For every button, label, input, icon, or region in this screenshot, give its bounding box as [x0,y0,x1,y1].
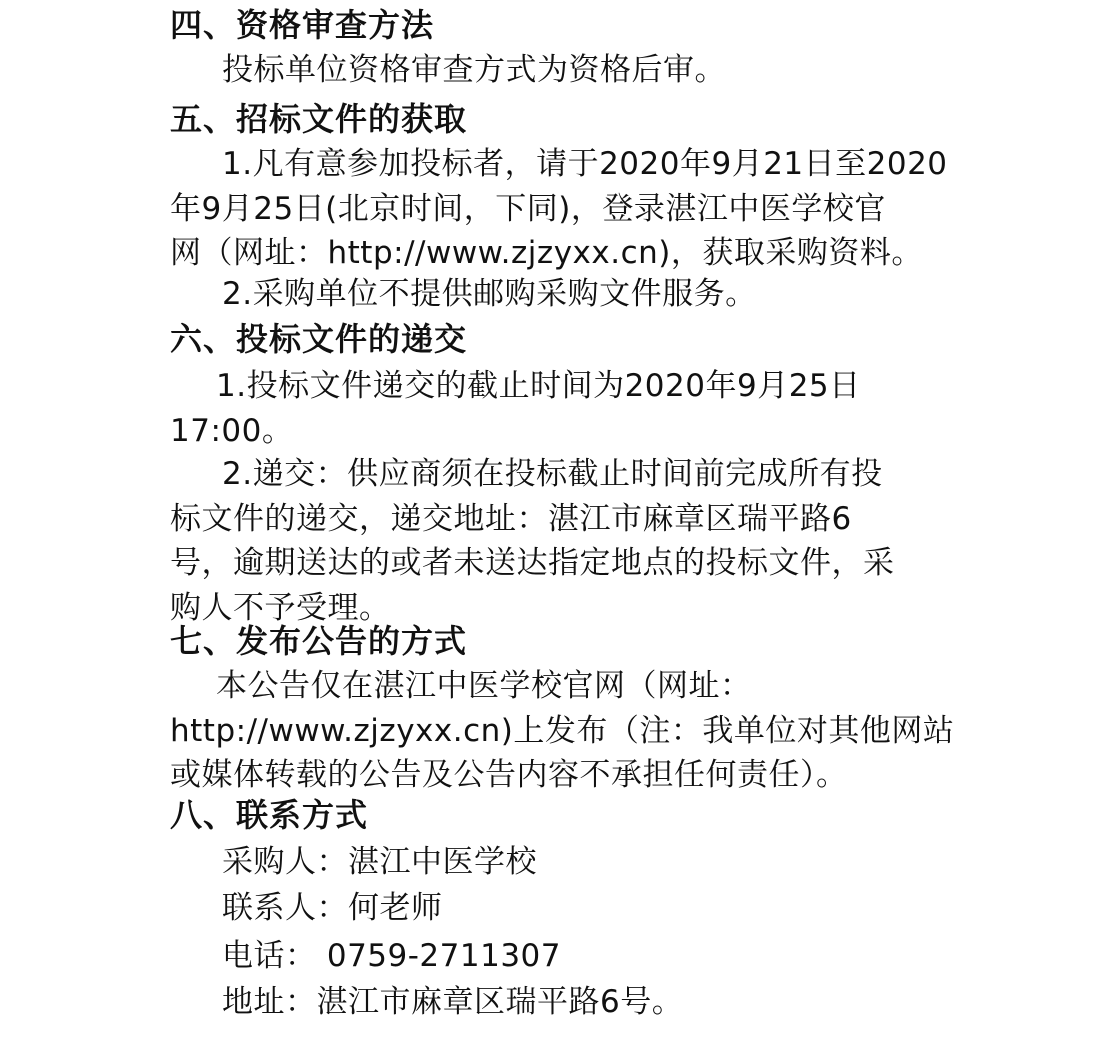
paragraph-line: 购人不予受理。 [170,589,391,626]
paragraph-line: 2.递交：供应商须在投标截止时间前完成所有投 [222,456,883,492]
contact-address [170,980,960,1025]
paragraph-line: 联系人：何老师 [222,890,443,926]
paragraph-line: 网（网址：http://www.zjzyxx.cn)，获取采购资料。 [170,235,923,271]
section-heading-4: 四、资格审查方法 [170,6,435,44]
section-4-body [170,48,960,93]
paragraph-line: 17:00。 [170,412,294,449]
paragraph-line: 1.投标文件递交的截止时间为2020年9月25日 [216,368,861,404]
section-5-item-1 [170,142,960,276]
paragraph-line: http://www.zjzyxx.cn)上发布（注：我单位对其他网站 [170,712,955,749]
contact-purchaser [170,840,960,885]
paragraph-line: 标文件的递交，递交地址：湛江市麻章区瑞平路6 [170,500,852,537]
contact-person [170,886,960,931]
paragraph-line: 投标单位资格审查方式为资格后审。 [222,52,726,88]
section-6-item-2 [170,452,960,630]
section-heading-7: 七、发布公告的方式 [170,622,468,660]
paragraph-line: 本公告仅在湛江中医学校官网（网址： [216,668,752,704]
paragraph-line: 号，逾期送达的或者未送达指定地点的投标文件，采 [170,545,895,581]
paragraph-line: 年9月25日(北京时间，下同)，登录湛江中医学校官 [170,190,886,227]
paragraph-line: 1.凡有意参加投标者，请于2020年9月21日至2020 [222,146,948,182]
section-heading-8: 八、联系方式 [170,796,369,834]
section-heading-5: 五、招标文件的获取 [170,100,468,138]
section-heading-6: 六、投标文件的递交 [170,320,468,358]
section-6-item-1 [170,364,960,453]
paragraph-line: 电话： 0759-2711307 [222,938,561,974]
contact-phone [170,934,960,979]
paragraph-line: 采购人：湛江中医学校 [222,844,537,880]
paragraph-line: 2.采购单位不提供邮购采购文件服务。 [222,276,757,312]
paragraph-line: 地址：湛江市麻章区瑞平路6号。 [222,984,684,1020]
paragraph-line: 或媒体转载的公告及公告内容不承担任何责任）。 [170,757,848,793]
section-5-item-2 [170,272,960,317]
section-7-body [170,664,960,798]
